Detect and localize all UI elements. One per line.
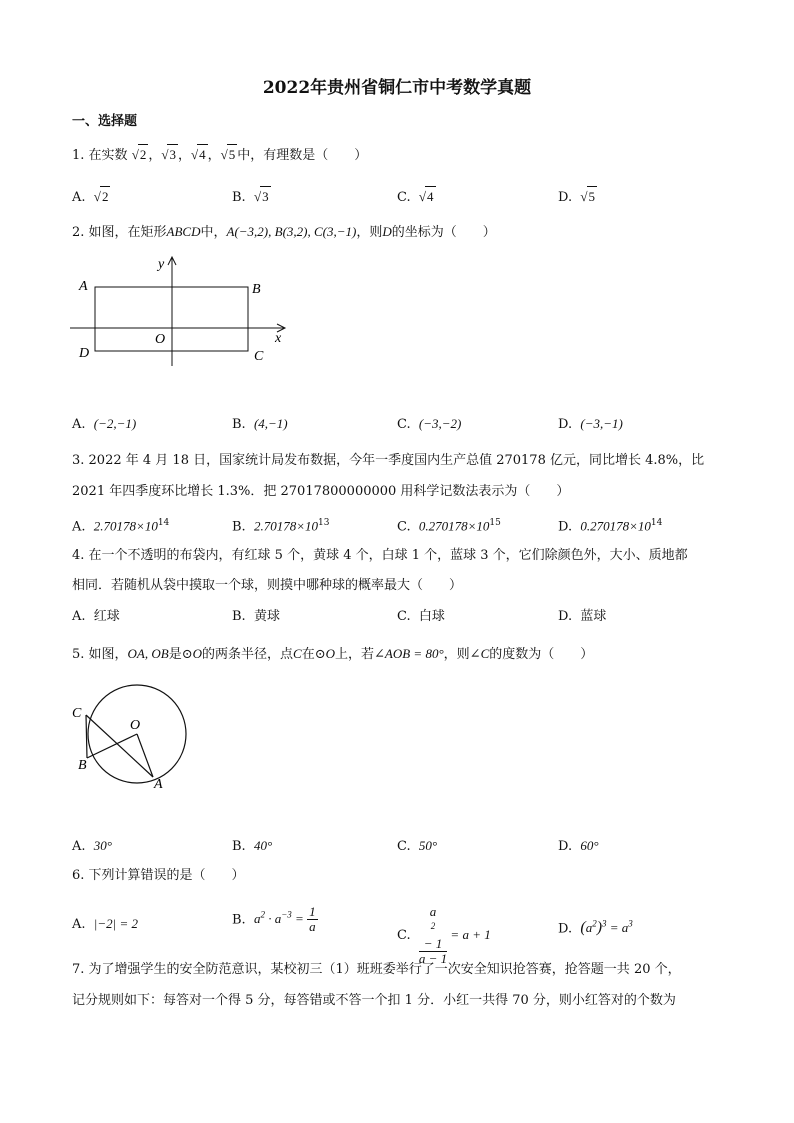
q2-text-b: 中， bbox=[200, 225, 227, 240]
label-o: O bbox=[130, 718, 141, 733]
q1-text: 1. 在实数 bbox=[72, 148, 128, 163]
q2-rect-name: ABCD bbox=[166, 224, 201, 239]
q4-option-d bbox=[558, 607, 606, 627]
option-key: D. bbox=[558, 609, 573, 624]
denominator: a − 1 bbox=[418, 951, 448, 967]
q6-option-b bbox=[232, 905, 318, 934]
fraction bbox=[307, 905, 318, 934]
q6-option-c bbox=[397, 905, 491, 966]
q1-option-d: D. √5 bbox=[558, 186, 597, 208]
q1-radicand-1: 2 bbox=[138, 144, 149, 165]
option-value: 红球 bbox=[93, 609, 120, 624]
option-value: (4,−1) bbox=[253, 416, 288, 431]
q1-sep: ， bbox=[207, 148, 221, 163]
option-value: 2.70178×10 bbox=[93, 518, 158, 534]
equals: = bbox=[291, 911, 308, 927]
label-b: B bbox=[252, 282, 261, 297]
q2-figure bbox=[68, 252, 298, 372]
question-1: 1. 在实数 √2 ，√3 ，√4 ，√5 中，有理数是（ ） bbox=[72, 144, 367, 166]
numerator: 1 bbox=[309, 904, 316, 920]
q1-suffix: 中，有理数是（ ） bbox=[237, 148, 368, 163]
q2-option-c bbox=[397, 414, 461, 435]
label-a: A bbox=[79, 279, 88, 294]
option-value: |−2| = 2 bbox=[93, 916, 138, 931]
label-y: y bbox=[158, 257, 165, 272]
option-key: B. bbox=[232, 519, 246, 535]
option-value: 40° bbox=[253, 838, 273, 853]
option-key: C. bbox=[397, 519, 411, 535]
q6-option-d: D. $(a^2)^3 = a^3$ bbox=[558, 919, 633, 937]
option-key: A. bbox=[72, 839, 86, 854]
fraction bbox=[419, 905, 447, 966]
q4-line-1: 4. 在一个不透明的布袋内，有红球 5 个，黄球 4 个，白球 1 个，蓝球 3 个，它们除颜色外，大小、质地都 bbox=[72, 548, 688, 563]
q3-option-b bbox=[232, 513, 329, 537]
option-key: C. bbox=[397, 839, 411, 854]
label-o: O bbox=[155, 332, 166, 347]
term: a bbox=[274, 911, 282, 927]
option-key: D. bbox=[558, 417, 573, 432]
q1-option-c: C. √4 bbox=[397, 186, 436, 208]
radius-ob bbox=[87, 734, 137, 758]
q5-option-a bbox=[72, 836, 112, 857]
q1-option-b: B. √3 bbox=[232, 186, 271, 208]
option-key: B. bbox=[232, 417, 246, 432]
radius-oa bbox=[137, 734, 153, 777]
q2-text-a: 2. 如图，在矩形 bbox=[72, 225, 167, 240]
q4-option-b bbox=[232, 607, 280, 627]
label-d: D bbox=[79, 346, 90, 361]
q1-sep: ， bbox=[148, 148, 162, 163]
q4-line-2: 相同．若随机从袋中摸取一个球，则摸中哪种球的概率最大（ ） bbox=[72, 578, 463, 593]
term: a bbox=[253, 911, 261, 927]
option-exponent: 15 bbox=[489, 518, 501, 528]
section-heading: 一、选择题 bbox=[72, 114, 138, 129]
q3-line-1: 3. 2022 年 4 月 18 日，国家统计局发布数据，今年一季度国内生产总值 270178 亿元，同比增长 4.8%，比 bbox=[72, 453, 705, 468]
q5-t3: 在 bbox=[301, 647, 315, 662]
option-key: A. bbox=[72, 609, 86, 624]
option-value: 2.70178×10 bbox=[253, 518, 318, 534]
q2-coords: A(−3,2), B(3,2), C(3,−1) bbox=[226, 224, 357, 239]
q5-circle-1: ⊙O bbox=[181, 646, 203, 661]
chord-cb bbox=[86, 715, 87, 758]
option-value: 白球 bbox=[418, 609, 445, 624]
q5-radii: OA, OB bbox=[127, 646, 169, 661]
q1-option-a: A. √2 bbox=[72, 186, 110, 208]
q5-option-b bbox=[232, 836, 272, 857]
q3-option-d bbox=[558, 513, 662, 537]
exponent: 2 bbox=[592, 919, 597, 929]
q1-sep: ， bbox=[177, 148, 191, 163]
q4-option-c bbox=[397, 607, 445, 627]
q5-t1: 是 bbox=[168, 647, 182, 662]
option-key: D. bbox=[558, 519, 573, 535]
q5-t2: 的两条半径，点 bbox=[202, 647, 294, 662]
q5-t6: 的度数为（ ） bbox=[489, 647, 594, 662]
page-title: 2022年贵州省铜仁市中考数学真题 bbox=[262, 78, 532, 98]
q5-circle-2: ⊙O bbox=[314, 646, 335, 661]
option-value: (−3,−1) bbox=[580, 416, 623, 431]
question-2 bbox=[72, 222, 496, 243]
option-key: C. bbox=[397, 609, 411, 624]
q3-line-2: 2021 年四季度环比增长 1.3%．把 27017800000000 用科学记数法表示为（ ） bbox=[72, 484, 570, 499]
result: = a bbox=[606, 920, 629, 936]
chord-ca bbox=[86, 715, 153, 777]
q5-t5: ，则 bbox=[443, 647, 470, 662]
option-key: B. bbox=[232, 190, 246, 205]
term: − 1 bbox=[423, 936, 443, 952]
option-value: 2 bbox=[100, 186, 111, 207]
q5-option-d bbox=[558, 836, 599, 857]
option-key: D. bbox=[558, 190, 573, 205]
option-value: 50° bbox=[418, 838, 438, 853]
q3-option-a bbox=[72, 513, 169, 537]
option-value: (−3,−2) bbox=[418, 416, 462, 431]
result: = a + 1 bbox=[447, 927, 491, 943]
exponent: −3 bbox=[281, 910, 292, 920]
q5-condition: ∠AOB = 80° bbox=[374, 646, 444, 661]
option-key: A. bbox=[72, 417, 86, 432]
q2-option-d bbox=[558, 414, 623, 435]
option-key: A. bbox=[72, 190, 86, 205]
label-x: x bbox=[275, 331, 282, 346]
option-value: 3 bbox=[260, 186, 271, 207]
exponent: 3 bbox=[628, 919, 633, 929]
option-value: 0.270178×10 bbox=[418, 518, 490, 534]
question-5 bbox=[72, 644, 593, 665]
option-key: A. bbox=[72, 519, 86, 535]
q5-figure bbox=[66, 684, 196, 794]
q6-option-a bbox=[72, 914, 138, 935]
option-value: 5 bbox=[587, 186, 598, 207]
q7-line-2: 记分规则如下：每答对一个得 5 分，每答错或不答一个扣 1 分．小红一共得 70 分，则小红答对的个数为 bbox=[72, 993, 676, 1008]
label-c: C bbox=[254, 349, 264, 364]
option-value: 4 bbox=[425, 186, 436, 207]
q1-radicand-3: 4 bbox=[197, 144, 208, 165]
q2-option-a bbox=[72, 414, 136, 435]
label-c: C bbox=[72, 706, 82, 721]
label-a: A bbox=[154, 777, 163, 792]
option-key: D. bbox=[558, 839, 573, 854]
option-value: (−2,−1) bbox=[93, 416, 137, 431]
option-key: B. bbox=[232, 912, 246, 928]
option-exponent: 13 bbox=[317, 518, 330, 528]
q2-text-d: 的坐标为（ ） bbox=[391, 225, 496, 240]
numerator bbox=[419, 905, 447, 952]
q3-option-c bbox=[397, 513, 501, 537]
q5-pre: 5. 如图， bbox=[72, 647, 128, 662]
q5-ask: ∠C bbox=[469, 646, 490, 661]
term: a bbox=[585, 920, 593, 936]
option-key: C. bbox=[397, 928, 411, 944]
q2-text-c: ，则 bbox=[356, 225, 383, 240]
option-exponent: 14 bbox=[650, 518, 663, 528]
denominator: a bbox=[309, 919, 316, 935]
option-exponent: 14 bbox=[157, 518, 170, 528]
option-value: 黄球 bbox=[253, 609, 280, 624]
question-6: 6. 下列计算错误的是（ ） bbox=[72, 868, 245, 883]
q5-point-c: C bbox=[293, 646, 302, 661]
dot: · bbox=[264, 911, 275, 927]
q2-option-b bbox=[232, 414, 288, 435]
q1-radicand-2: 3 bbox=[167, 144, 178, 165]
label-b: B bbox=[78, 758, 87, 773]
option-value: 0.270178×10 bbox=[580, 518, 651, 534]
option-value: 蓝球 bbox=[580, 609, 607, 624]
exponent: 3 bbox=[602, 919, 607, 929]
q1-radicand-4: 5 bbox=[227, 144, 238, 165]
q5-option-c bbox=[397, 836, 437, 857]
option-value: 60° bbox=[580, 838, 599, 853]
exponent: 2 bbox=[260, 910, 265, 920]
option-key: B. bbox=[232, 839, 246, 854]
exponent: 2 bbox=[430, 921, 436, 931]
option-value: 30° bbox=[93, 838, 112, 853]
q7-line-1: 7. 为了增强学生的安全防范意识，某校初三（1）班班委举行了一次安全知识抢答赛，抢答题一共 20 个， bbox=[72, 962, 681, 977]
q2-point-d: D bbox=[382, 224, 392, 239]
term: a bbox=[429, 904, 437, 919]
option-key: C. bbox=[397, 190, 411, 205]
option-key: A. bbox=[72, 917, 86, 932]
q4-option-a bbox=[72, 607, 120, 627]
option-key: C. bbox=[397, 417, 411, 432]
option-key: B. bbox=[232, 609, 246, 624]
option-key: D. bbox=[558, 921, 573, 937]
q5-t4: 上，若 bbox=[335, 647, 375, 662]
